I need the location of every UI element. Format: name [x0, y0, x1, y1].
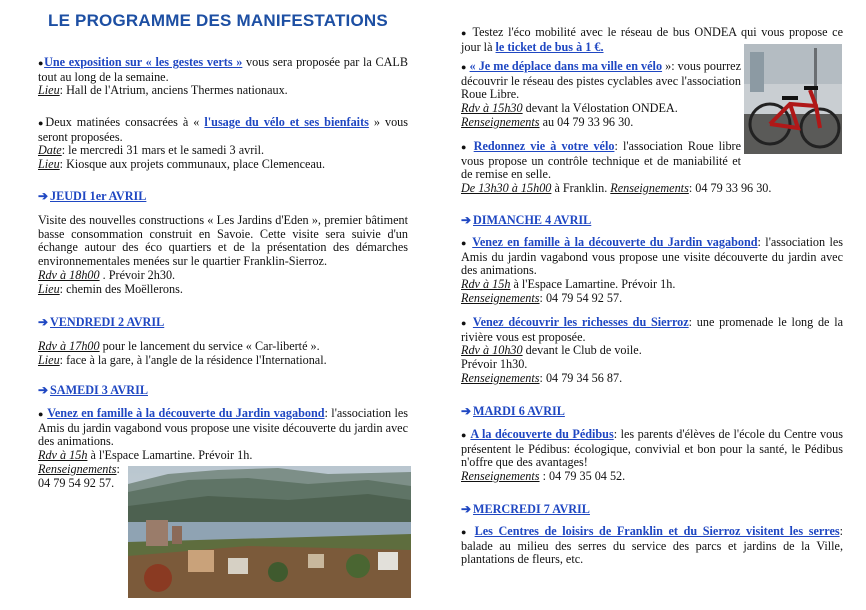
bullet-icon: ● [38, 409, 44, 419]
right-arrow-icon: ➔ [461, 502, 472, 516]
samedi-block: ● Venez en famille à la découverte du Jardin vagabond: l'association les Amis du jardin vagabond vous propose une visite découverte du jardin avec des animations. Rdv à 15h à l'Espace Lamartine. Prévoir 1h. Renseignements: 04 79 54 92 57. [38, 406, 408, 490]
heading-mardi: ➔ MARDI 6 AVRIL [461, 404, 565, 418]
lake-landscape-photo [128, 466, 411, 598]
bullet-icon: ● [461, 28, 469, 38]
mercredi-block: ● Les Centres de loisirs de Franklin et du Sierroz visitent les serres: balade au milieu des serres du service des parcs et jardins de la Ville, plantations de fleurs, etc. [461, 524, 843, 567]
expo-link[interactable]: Une exposition sur « les gestes verts » [44, 55, 243, 69]
bullet-icon: ● [461, 527, 469, 537]
heading-jeudi: ➔ JEUDI 1er AVRIL [38, 189, 147, 203]
dimanche-sierroz-block: ● Venez découvrir les richesses du Sierroz: une promenade le long de la rivière vous est proposée. Rdv à 10h30 devant le Club de voile. Prévoir 1h30. Renseignements: 04 79 34 56 87. [461, 315, 844, 385]
expo-block: ●Une exposition sur « les gestes verts » vous sera proposée par la CALB tout au long de la semaine. Lieu: Hall de l'Atrium, anciens Thermes nationaux. [38, 55, 409, 98]
velo-ville-link[interactable]: « Je me déplace dans ma ville en vélo [469, 59, 663, 73]
heading-dimanche: ➔ DIMANCHE 4 AVRIL [461, 213, 592, 227]
right-arrow-icon: ➔ [38, 315, 49, 329]
bullet-icon: ● [461, 62, 467, 72]
velo-days-block: ●Deux matinées consacrées à « l'usage du vélo et ses bienfaits » vous seront proposées. Date: le mercredi 31 mars et le samedi 3 avril. Lieu: Kiosque aux projets communaux, place Clemenceau. [38, 115, 408, 172]
redonnez-block: ● Redonnez vie à votre vélo: l'association Roue libre vous propose un contrôle technique et de maniabilité et de remise en selle. [461, 139, 742, 182]
redonnez-schedule: De 13h30 à 15h00 à Franklin. Renseignements: 04 79 33 96 30. [461, 181, 772, 195]
heading-samedi: ➔ SAMEDI 3 AVRIL [38, 383, 148, 397]
velo-bienfaits-link[interactable]: l'usage du vélo et ses bienfaits [204, 115, 369, 129]
vendredi-block: Rdv à 17h00 pour le lancement du service « Car-liberté ». Lieu: face à la gare, à l'angle de la résidence l'International. [38, 339, 327, 367]
jeudi-block: Visite des nouvelles constructions « Les Jardins d'Eden », premier bâtiment basse consommation construit en Savoie. Cette visite sera suivie d'un échange autour des éco quartiers et de la présentation des démarches environnementales menées sur le quartier Franklin-Sierroz. Rdv à 18h00 . Prévoir 2h30. Lieu: chemin des Moëllerons. [38, 213, 408, 296]
pedibus-link[interactable]: A la découverte du Pédibus [470, 427, 614, 441]
right-arrow-icon: ➔ [38, 383, 49, 397]
bicycle-photo [744, 44, 842, 154]
bullet-icon: ● [461, 238, 468, 248]
redonnez-velo-link[interactable]: Redonnez vie à votre vélo [473, 139, 615, 153]
velo-ville-block: ● « Je me déplace dans ma ville en vélo »: vous pourrez découvrir le réseau des pistes cyclables avec l'association Roue Libre. Rdv à 15h30 devant la Vélostation ONDEA. Renseignements au 04 79 33 96 30. [461, 59, 741, 129]
mardi-block: ● A la découverte du Pédibus: les parents d'élèves de l'école du Centre vous présentent le Pédibus: écologique, convivial et bon pour la santé, le Pédibus n'offre que des avantages! Renseignements : 04 79 35 04 52. [461, 427, 843, 484]
bus-block: ● Testez l'éco mobilité avec le réseau de bus ONDEA qui vous propose ce jour là le ticket de bus à 1 €. [461, 25, 843, 54]
right-arrow-icon: ➔ [461, 213, 472, 227]
bullet-icon: ● [461, 318, 469, 328]
bullet-icon: ● [461, 142, 469, 152]
heading-mercredi: ➔ MERCREDI 7 AVRIL [461, 502, 590, 516]
page-title: LE PROGRAMME DES MANIFESTATIONS [48, 11, 388, 30]
right-arrow-icon: ➔ [38, 189, 49, 203]
heading-vendredi: ➔ VENDREDI 2 AVRIL [38, 315, 165, 329]
bullet-icon: ● [461, 430, 467, 440]
bullet-icon: ● [38, 58, 45, 68]
jardin-vagabond-link-dimanche[interactable]: Venez en famille à la découverte du Jardin vagabond [472, 235, 758, 249]
dimanche-jardin-block: ● Venez en famille à la découverte du Jardin vagabond: l'association les Amis du jardin vagabond vous propose une visite découverte du jardin avec des animations. Rdv à 15h à l'Espace Lamartine. Prévoir 1h. Renseignements: 04 79 54 92 57. [461, 235, 843, 305]
jardin-vagabond-link[interactable]: Venez en famille à la découverte du Jardin vagabond [47, 406, 325, 420]
centres-loisirs-link[interactable]: Les Centres de loisirs de Franklin et du Sierroz visitent les serres [474, 524, 840, 538]
bullet-icon: ● [38, 118, 46, 128]
right-arrow-icon: ➔ [461, 404, 472, 418]
sierroz-link[interactable]: Venez découvrir les richesses du Sierroz [472, 315, 689, 329]
ticket-bus-link[interactable]: le ticket de bus à 1 €. [495, 39, 604, 54]
